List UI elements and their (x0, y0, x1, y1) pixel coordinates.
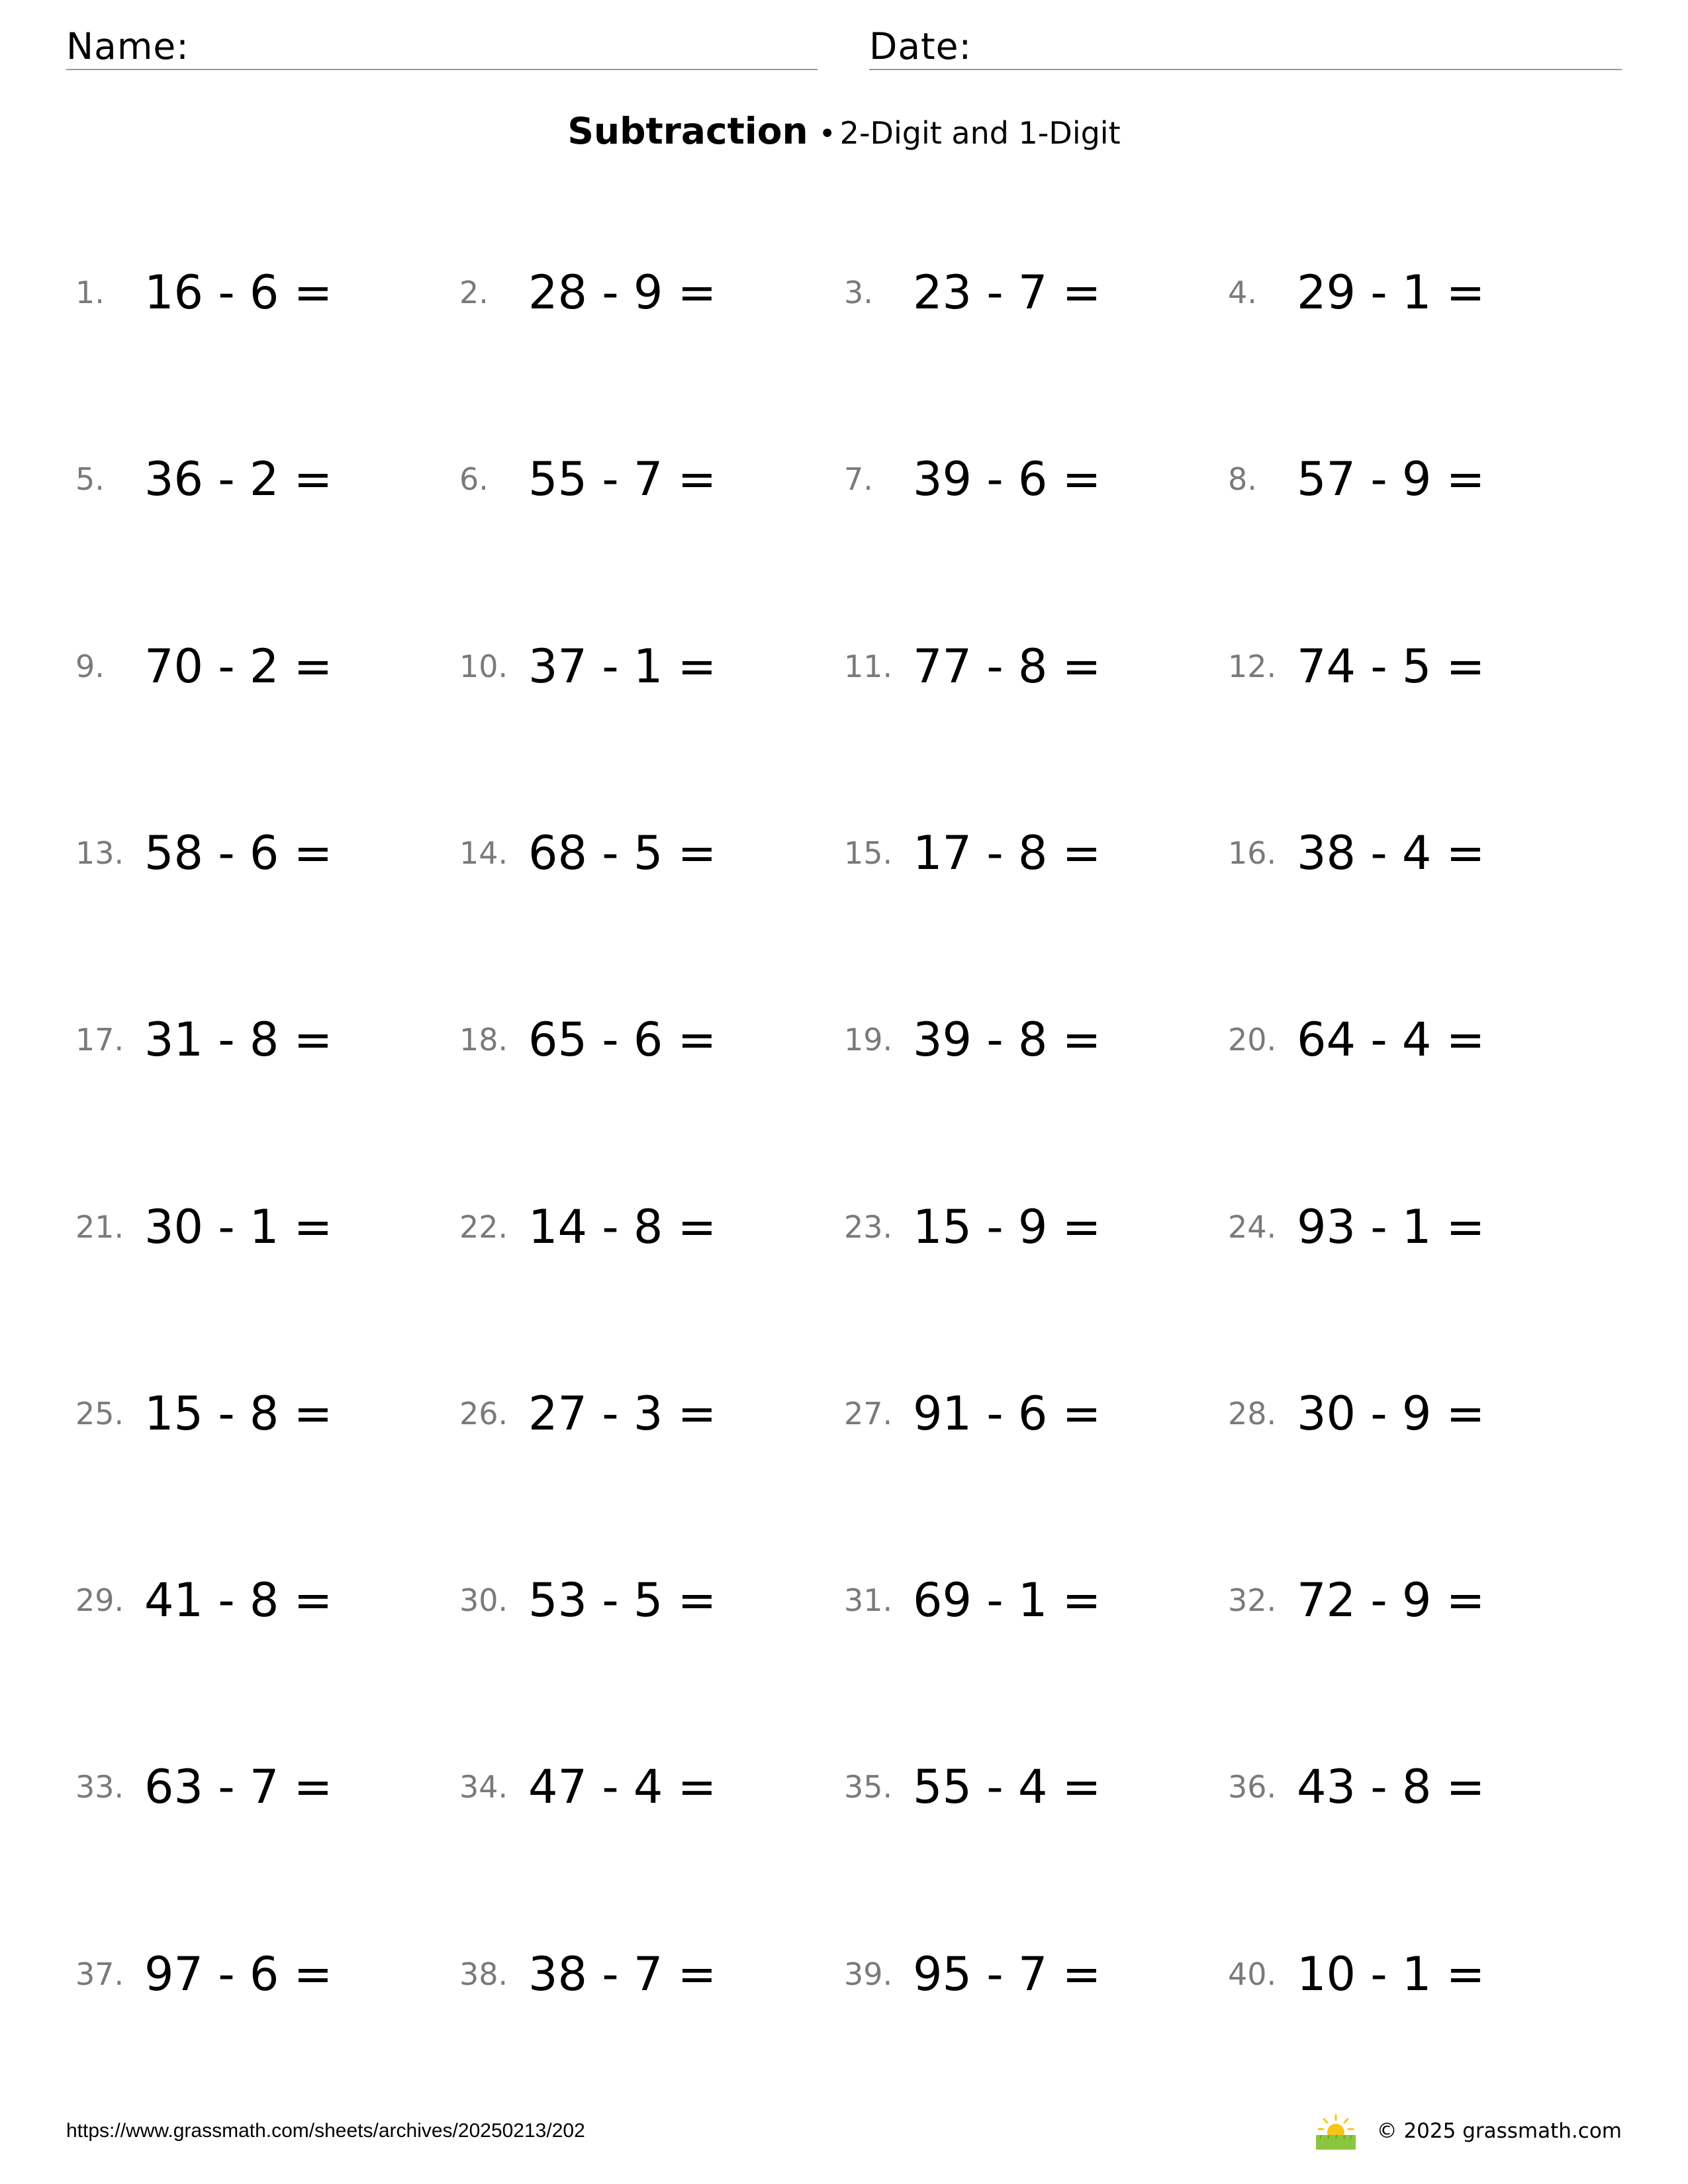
problem-number: 10. (459, 649, 508, 684)
problem-item (459, 1194, 830, 1260)
problem-item (844, 1567, 1215, 1633)
name-label: Name: (66, 25, 189, 68)
problem-number: 22. (459, 1209, 508, 1245)
problem-item (1228, 1754, 1599, 1820)
problem-number: 39. (844, 1956, 893, 1992)
problem-item (459, 1567, 830, 1633)
problem-expression: 38 - 7 = (528, 1947, 717, 2001)
problem-item (844, 1381, 1215, 1447)
problem-item (1228, 446, 1599, 512)
problem-number: 32. (1228, 1582, 1277, 1618)
problem-expression: 69 - 1 = (913, 1573, 1102, 1627)
problem-expression: 68 - 5 = (528, 826, 717, 880)
problem-expression: 47 - 4 = (528, 1760, 717, 1814)
title-subtitle: 2-Digit and 1-Digit (839, 115, 1121, 151)
problem-number: 23. (844, 1209, 893, 1245)
problem-expression: 53 - 5 = (528, 1573, 717, 1627)
problem-item (459, 259, 830, 326)
problem-number: 11. (844, 649, 893, 684)
problem-expression: 39 - 6 = (913, 452, 1102, 506)
problem-expression: 23 - 7 = (913, 265, 1102, 320)
problem-item (75, 820, 446, 886)
problem-number: 33. (75, 1769, 124, 1805)
problem-item (75, 633, 446, 700)
problem-number: 5. (75, 461, 105, 497)
problem-number: 35. (844, 1769, 893, 1805)
problem-item (459, 1007, 830, 1073)
problem-number: 21. (75, 1209, 124, 1245)
problem-expression: 10 - 1 = (1297, 1947, 1485, 2001)
problem-number: 15. (844, 835, 893, 871)
problem-number: 30. (459, 1582, 508, 1618)
problem-number: 37. (75, 1956, 124, 1992)
problem-number: 26. (459, 1396, 508, 1432)
problem-item (459, 1381, 830, 1447)
problem-item (75, 446, 446, 512)
footer-branding (1312, 2113, 1622, 2150)
problem-number: 8. (1228, 461, 1257, 497)
problem-item (844, 820, 1215, 886)
problem-number: 20. (1228, 1022, 1277, 1058)
problem-number: 38. (459, 1956, 508, 1992)
problem-item (844, 259, 1215, 326)
problem-item (75, 1941, 446, 2007)
problem-expression: 30 - 9 = (1297, 1387, 1485, 1441)
sun-over-grass-icon (1312, 2113, 1360, 2150)
problem-expression: 77 - 8 = (913, 639, 1102, 694)
problem-item (75, 1007, 446, 1073)
problem-item (75, 259, 446, 326)
problem-item (844, 1007, 1215, 1073)
problem-number: 4. (1228, 275, 1257, 310)
problem-expression: 55 - 7 = (528, 452, 717, 506)
problem-expression: 55 - 4 = (913, 1760, 1102, 1814)
problem-item (459, 1941, 830, 2007)
problem-expression: 15 - 9 = (913, 1200, 1102, 1254)
problem-item (844, 1194, 1215, 1260)
problem-number: 1. (75, 275, 105, 310)
problem-item (459, 633, 830, 700)
problem-number: 29. (75, 1582, 124, 1618)
problem-expression: 58 - 6 = (144, 826, 333, 880)
problem-expression: 91 - 6 = (913, 1387, 1102, 1441)
problem-number: 34. (459, 1769, 508, 1805)
problem-expression: 15 - 8 = (144, 1387, 333, 1441)
problem-item (1228, 259, 1599, 326)
problem-number: 27. (844, 1396, 893, 1432)
problem-item (844, 446, 1215, 512)
problem-expression: 39 - 8 = (913, 1013, 1102, 1067)
problem-expression: 41 - 8 = (144, 1573, 333, 1627)
problem-number: 19. (844, 1022, 893, 1058)
problem-item (459, 446, 830, 512)
problem-expression: 93 - 1 = (1297, 1200, 1485, 1254)
problem-expression: 57 - 9 = (1297, 452, 1485, 506)
problem-number: 9. (75, 649, 105, 684)
problem-item (459, 1754, 830, 1820)
problem-number: 6. (459, 461, 489, 497)
problem-expression: 30 - 1 = (144, 1200, 333, 1254)
problem-expression: 17 - 8 = (913, 826, 1102, 880)
problem-number: 25. (75, 1396, 124, 1432)
problem-item (1228, 1194, 1599, 1260)
problem-expression: 63 - 7 = (144, 1760, 333, 1814)
problem-number: 24. (1228, 1209, 1277, 1245)
problem-expression: 95 - 7 = (913, 1947, 1102, 2001)
problem-item (75, 1567, 446, 1633)
problem-item (1228, 820, 1599, 886)
problem-expression: 64 - 4 = (1297, 1013, 1485, 1067)
problem-number: 12. (1228, 649, 1277, 684)
problem-item (1228, 1007, 1599, 1073)
problem-number: 14. (459, 835, 508, 871)
problem-expression: 65 - 6 = (528, 1013, 717, 1067)
problem-expression: 97 - 6 = (144, 1947, 333, 2001)
problem-expression: 16 - 6 = (144, 265, 333, 320)
title-bullet: • (818, 117, 836, 151)
problem-item (1228, 633, 1599, 700)
problem-number: 36. (1228, 1769, 1277, 1805)
problem-expression: 74 - 5 = (1297, 639, 1485, 694)
problem-expression: 72 - 9 = (1297, 1573, 1485, 1627)
problem-number: 28. (1228, 1396, 1277, 1432)
problem-number: 3. (844, 275, 873, 310)
problem-item (75, 1754, 446, 1820)
problem-expression: 31 - 8 = (144, 1013, 333, 1067)
problem-expression: 14 - 8 = (528, 1200, 717, 1254)
problem-item (844, 1941, 1215, 2007)
problem-item (844, 633, 1215, 700)
problem-expression: 28 - 9 = (528, 265, 717, 320)
problem-number: 40. (1228, 1956, 1277, 1992)
problem-item (1228, 1381, 1599, 1447)
problem-item (75, 1194, 446, 1260)
problem-item (459, 820, 830, 886)
problem-expression: 70 - 2 = (144, 639, 333, 694)
copyright-text: © 2025 grassmath.com (1376, 2119, 1622, 2143)
problem-number: 2. (459, 275, 489, 310)
footer-url: https://www.grassmath.com/sheets/archives/20250213/202 (66, 2120, 585, 2142)
problem-expression: 43 - 8 = (1297, 1760, 1485, 1814)
problem-expression: 27 - 3 = (528, 1387, 717, 1441)
date-label: Date: (869, 25, 972, 68)
problem-item (1228, 1941, 1599, 2007)
title-main: Subtraction (567, 110, 808, 152)
problem-number: 13. (75, 835, 124, 871)
problem-expression: 36 - 2 = (144, 452, 333, 506)
problem-item (75, 1381, 446, 1447)
problem-item (1228, 1567, 1599, 1633)
problem-number: 31. (844, 1582, 893, 1618)
problem-number: 18. (459, 1022, 508, 1058)
problem-number: 7. (844, 461, 873, 497)
problem-item (844, 1754, 1215, 1820)
problem-expression: 29 - 1 = (1297, 265, 1485, 320)
problem-expression: 38 - 4 = (1297, 826, 1485, 880)
problem-number: 17. (75, 1022, 124, 1058)
problem-number: 16. (1228, 835, 1277, 871)
problem-expression: 37 - 1 = (528, 639, 717, 694)
